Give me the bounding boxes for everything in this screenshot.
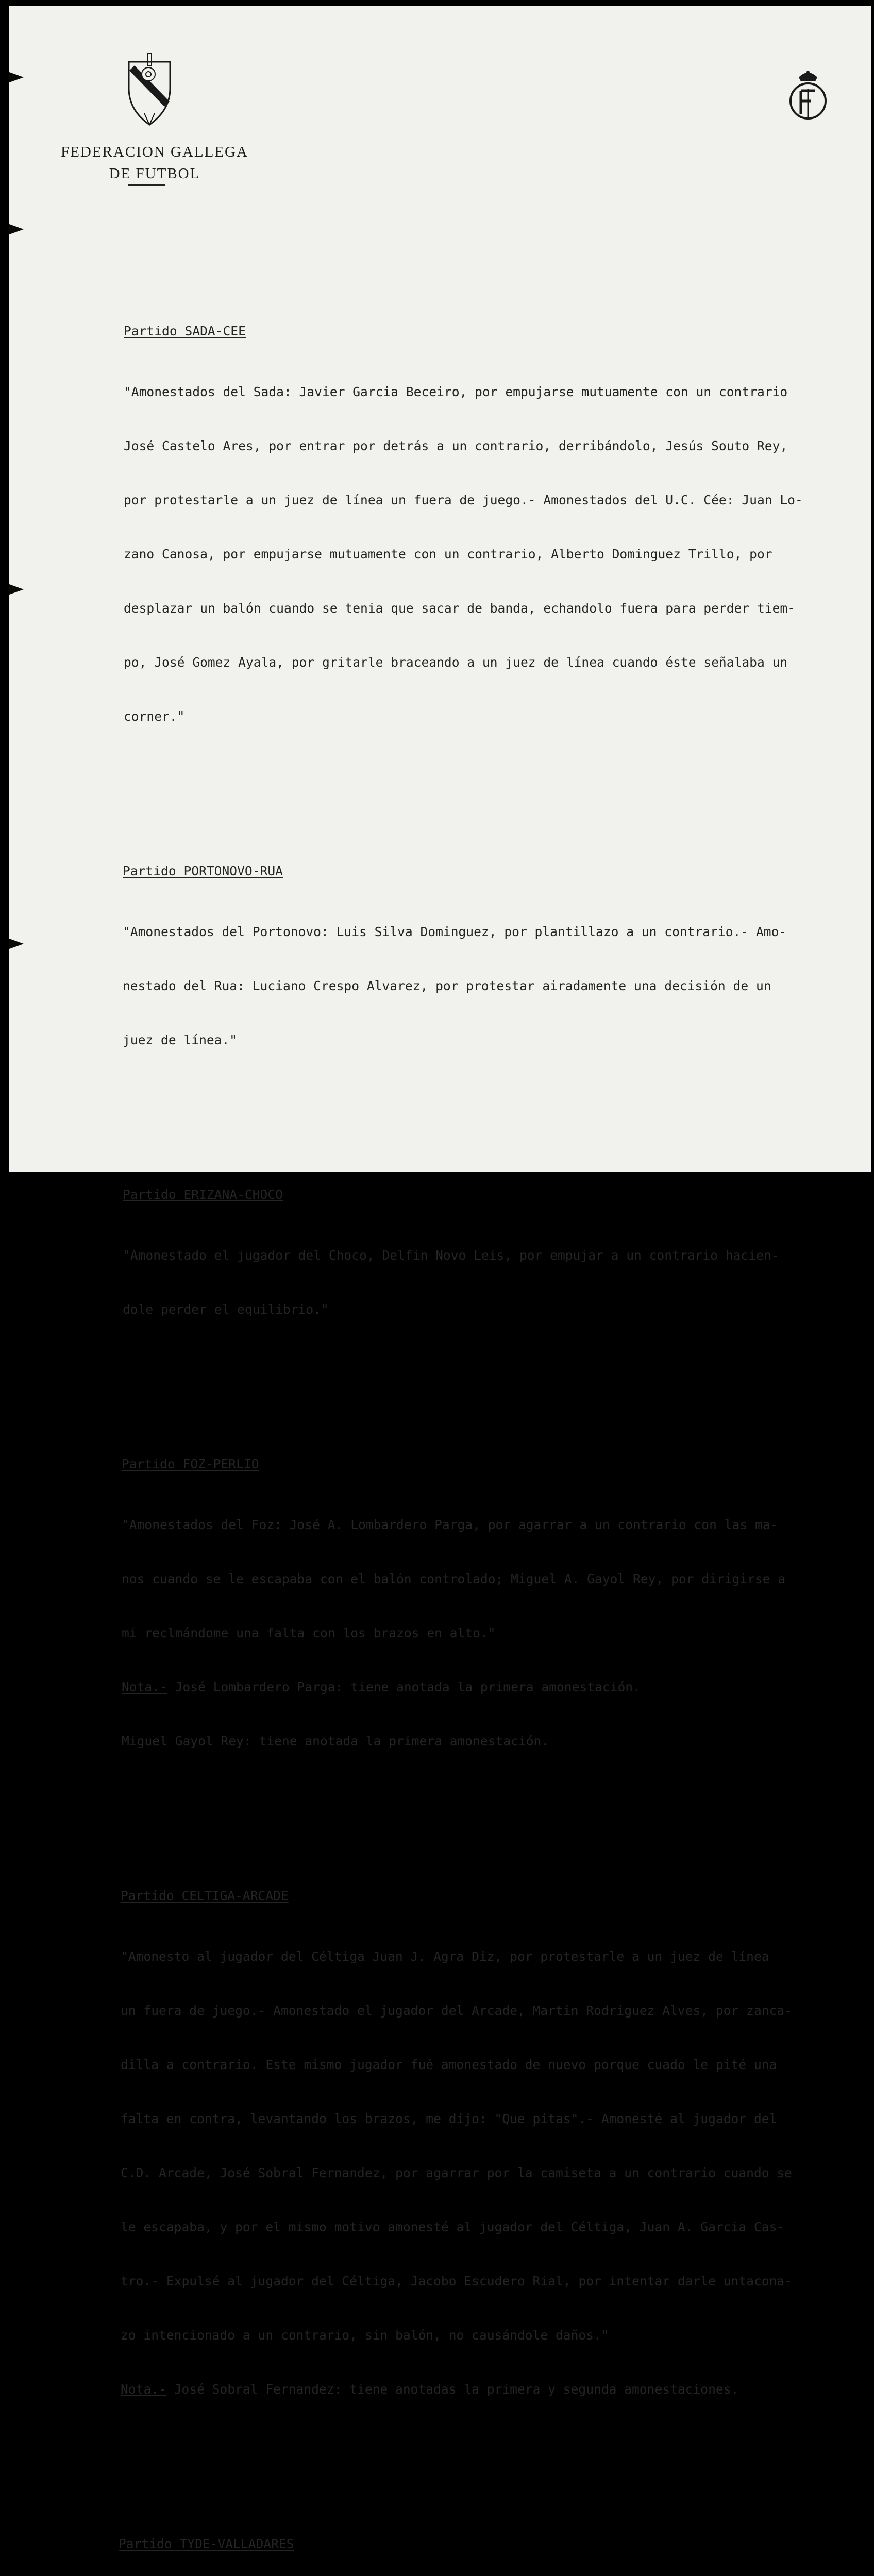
note-line — [121, 2380, 874, 2398]
match-title: Partido SADA-CEE — [124, 324, 246, 338]
report-line: "Amonestados del Sada: Javier Garcia Beceiro, por empujarse mutuamente con un contrario — [124, 384, 788, 399]
report-line: "Amonestados del Foz: José A. Lombardero Parga, por agarrar a un contrario con las ma- — [122, 1517, 778, 1532]
report-line: tro.- Expulsé al jugador del Céltiga, Jacobo Escudero Rial, por intentar darle untacona- — [121, 2274, 792, 2289]
report-line: un fuera de juego.- Amonestado el jugador del Arcade, Martin Rodriguez Alves, por zanca- — [121, 2003, 792, 2018]
note-label: Nota.- — [122, 1680, 167, 1694]
binder-tab-mark — [9, 939, 25, 949]
federation-name — [46, 141, 263, 184]
match-reports — [91, 232, 874, 2576]
report-line: zo intencionado a un contrario, sin balón, no causándole daños." — [121, 2328, 609, 2343]
match-title: Partido ERIZANA-CHOCO — [123, 1187, 283, 1202]
report-line: C.D. Arcade, José Sobral Fernandez, por agarrar por la camiseta a un contrario cuando se — [121, 2165, 792, 2180]
match-report-celtiga-arcade — [121, 1851, 874, 2434]
match-report-erizana-choco — [123, 1149, 874, 1354]
report-line: juez de línea." — [123, 1032, 238, 1047]
report-line: por protestarle a un juez de línea un fuera de juego.- Amonestados del U.C. Cée: Juan Lo- — [124, 493, 803, 507]
report-line: mi reclmándome una falta con los brazos en alto." — [122, 1625, 496, 1640]
match-report-tyde-valladares — [119, 2499, 874, 2576]
match-title: Partido PORTONOVO-RUA — [123, 863, 283, 878]
royal-spanish-federation-emblem-icon — [787, 68, 829, 130]
report-line: "Amonestado el jugador del Choco, Delfin Novo Leis, por empujar a un contrario hacien- — [123, 1248, 779, 1263]
report-line: nos cuando se le escapaba con el balón controlado; Miguel A. Gayol Rey, por dirigirse a — [122, 1571, 786, 1586]
match-title: Partido CELTIGA-ARCADE — [121, 1888, 289, 1903]
note-line: Miguel Gayol Rey: tiene anotada la primera amonestación. — [122, 1734, 549, 1749]
report-line: nestado del Rua: Luciano Crespo Alvarez, por protestar airadamente una decisión de un — [123, 978, 771, 993]
binder-tab-mark — [9, 72, 25, 82]
report-line: le escapaba, y por el mismo motivo amonesté al jugador del Céltiga, Juan A. Garcia Cas- — [121, 2219, 785, 2234]
federation-name-line2: DE FUTBOL — [109, 165, 200, 182]
binder-tab-mark — [9, 584, 25, 595]
galician-federation-crest-icon — [124, 53, 175, 130]
report-line: dole perder el equilibrio." — [123, 1302, 329, 1317]
federation-name-line1: FEDERACION GALLEGA — [61, 144, 248, 160]
note-line — [122, 1678, 874, 1696]
report-line: "Amonesto al jugador del Céltiga Juan J. Agra Diz, por protestarle a un juez de línea — [121, 1949, 769, 1964]
report-line: zano Canosa, por empujarse mutuamente con un contrario, Alberto Dominguez Trillo, por — [124, 547, 772, 562]
letterhead-divider — [128, 184, 165, 186]
match-report-portonovo-rua — [123, 826, 874, 1085]
match-title: Partido FOZ-PERLIO — [122, 1456, 259, 1471]
report-line: José Castelo Ares, por entrar por detrás a un contrario, derribándolo, Jesús Souto Rey, — [124, 438, 788, 453]
document-page — [9, 6, 871, 2551]
report-line: "Amonestados del Portonovo: Luis Silva Dominguez, por plantillazo a un contrario.- Amo- — [123, 924, 787, 939]
note-label: Nota.- — [121, 2382, 166, 2397]
report-line: po, José Gomez Ayala, por gritarle braceando a un juez de línea cuando éste señalaba un — [124, 655, 788, 670]
match-report-foz-perlio — [122, 1419, 874, 1786]
report-line: corner." — [124, 709, 185, 724]
report-line: falta en contra, levantando los brazos, me dijo: "Que pitas".- Amonesté al jugador del — [121, 2111, 777, 2126]
note-text: José Sobral Fernandez: tiene anotadas la primera y segunda amonestaciones. — [166, 2382, 739, 2397]
report-line: dilla a contrario. Este mismo jugador fué amonestado de nuevo porque cuado le pité una — [121, 2057, 777, 2072]
report-line: desplazar un balón cuando se tenia que sacar de banda, echandolo fuera para perder tiem- — [124, 601, 795, 616]
match-report-sada-cee — [124, 286, 874, 761]
match-title: Partido TYDE-VALLADARES — [119, 2536, 294, 2551]
note-text: José Lombardero Parga: tiene anotada la primera amonestación. — [167, 1680, 641, 1694]
binder-tab-mark — [9, 224, 25, 234]
